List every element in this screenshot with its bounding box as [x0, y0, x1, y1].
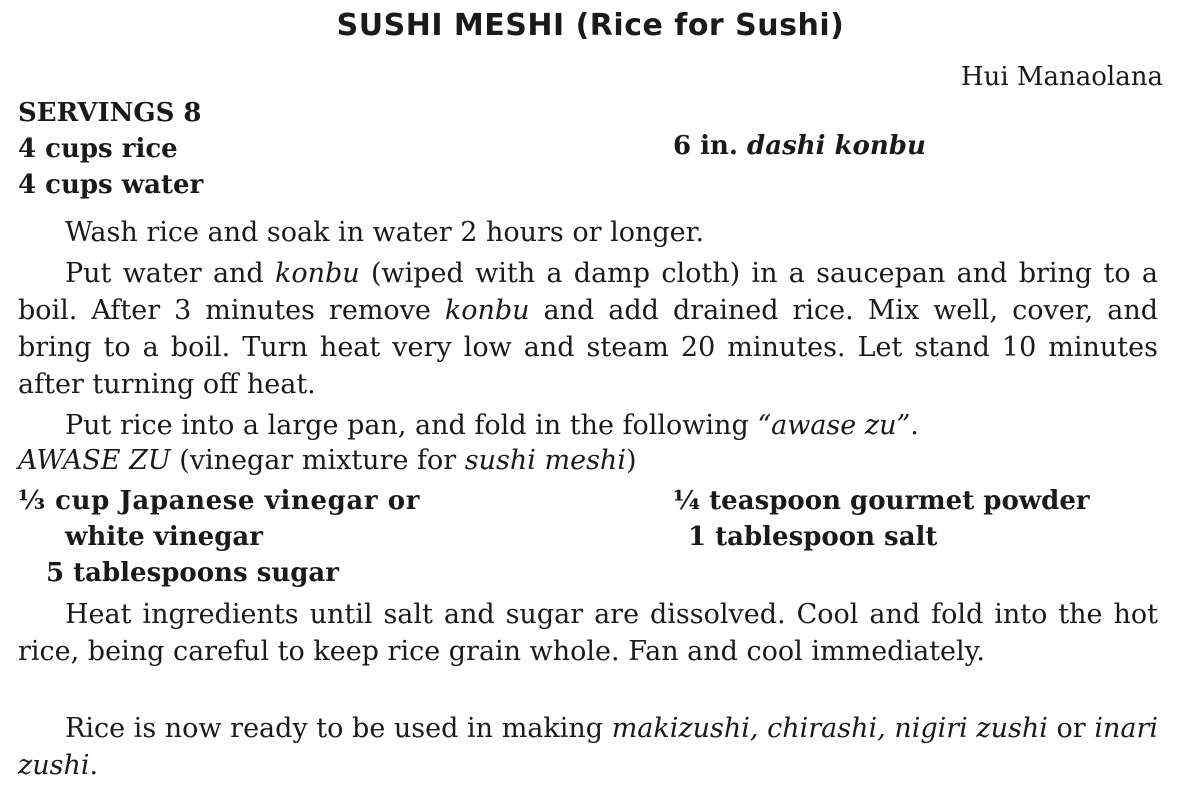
- step-boil-konbu-2: konbu: [444, 295, 530, 326]
- step-boil-text-a: Put water and: [65, 258, 276, 289]
- step-fold-text-a: Put rice into a large pan, and fold in the following: [65, 410, 758, 441]
- step-fold: [18, 407, 1158, 444]
- awase-desc-a: (vinegar mixture for: [170, 445, 465, 476]
- step-boil: [18, 255, 1158, 403]
- step-ready-inari: inari zushi: [18, 713, 1158, 781]
- step-ready-text-c: .: [89, 750, 99, 781]
- step-heat: Heat ingredients until salt and sugar are dissolved. Cool and fold into the hot rice, being careful to keep rice grain whole. Fan and cool immediately.: [18, 599, 1158, 667]
- recipe-page: [18, 0, 1163, 800]
- ingredient-vinegar: ⅓ cup Japanese vinegar or: [18, 486, 421, 516]
- konbu-amount: 6 in.: [673, 131, 738, 161]
- ingredient-gourmet-powder: ¼ teaspoon gourmet powder: [673, 486, 1090, 516]
- step-boil-text-c: and add drained rice. Mix well, cover, and bring to a boil. Turn heat very low and steam 20 minutes. Let stand 10 minutes after turning off heat.: [18, 295, 1158, 400]
- ingredient-konbu: [673, 131, 926, 161]
- ingredient-water: 4 cups water: [18, 170, 204, 200]
- recipe-title: SUSHI MESHI (Rice for Sushi): [336, 8, 845, 43]
- ingredient-salt: 1 tablespoon salt: [688, 522, 938, 552]
- awase-heading: [18, 445, 637, 476]
- awase-desc-sushi: sushi meshi: [464, 445, 626, 476]
- ingredient-vinegar-alt: white vinegar: [65, 522, 263, 552]
- step-boil-text-b: (wiped with a damp cloth) in a saucepan and bring to a boil. After 3 minutes remove: [18, 258, 1158, 326]
- step-boil-konbu-1: konbu: [275, 258, 360, 289]
- recipe-source: Hui Manaolana: [960, 62, 1163, 92]
- step-ready-uses: makizushi, chirashi, nigiri zushi: [611, 713, 1048, 744]
- awase-name: AWASE ZU: [18, 445, 171, 476]
- step-fold-text-b: .: [910, 410, 919, 441]
- ingredient-sugar: 5 tablespoons sugar: [46, 558, 339, 588]
- step-ready-text-b: or: [1047, 713, 1095, 744]
- step-ready: [18, 710, 1158, 784]
- step-fold-awase: “awase zu”: [757, 410, 911, 441]
- ingredient-rice: 4 cups rice: [18, 134, 178, 164]
- step-ready-text-a: Rice is now ready to be used in making: [65, 713, 612, 744]
- konbu-name: dashi konbu: [747, 131, 926, 161]
- step-wash: Wash rice and soak in water 2 hours or longer.: [65, 217, 705, 248]
- awase-desc-b: ): [625, 445, 637, 476]
- servings-label: SERVINGS 8: [18, 98, 202, 128]
